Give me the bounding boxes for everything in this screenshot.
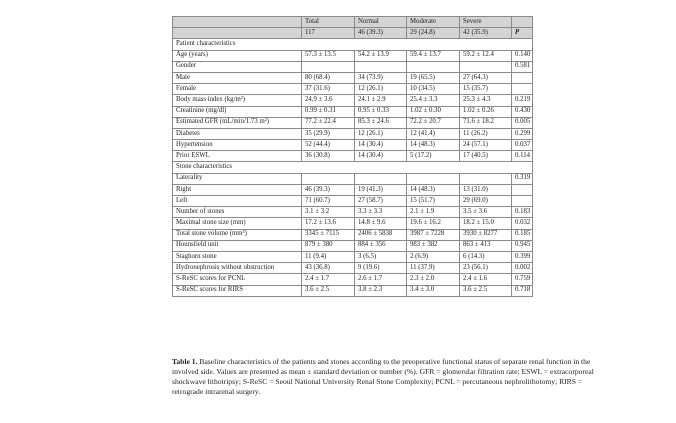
table-cell	[407, 61, 460, 72]
header-cell	[512, 17, 533, 28]
p-value-cell: 0.299	[512, 128, 533, 139]
table-cell	[302, 61, 355, 72]
table-row	[173, 95, 533, 106]
table-cell: 85.3 ± 24.6	[355, 117, 407, 128]
table-row	[173, 184, 533, 195]
table-cell: 25.4 ± 3.3	[407, 95, 460, 106]
p-value-cell: 0.430	[512, 106, 533, 117]
table-cell: 3.5 ± 3.6	[460, 207, 512, 218]
row-label: Prior ESWL	[173, 151, 302, 162]
table-cell: 77.2 ± 22.4	[302, 117, 355, 128]
p-value-cell: 0.140	[512, 50, 533, 61]
row-label: Hounsfield unit	[173, 240, 302, 251]
p-value-header: P	[512, 28, 533, 39]
header-cell: 29 (24.8)	[407, 28, 460, 39]
row-label: S-ReSC scores for PCNL	[173, 274, 302, 285]
table-cell: 2.6 ± 1.7	[355, 274, 407, 285]
header-cell: Total	[302, 17, 355, 28]
p-value-cell: 0.037	[512, 140, 533, 151]
baseline-characteristics-table	[172, 16, 533, 297]
table-cell: 25.3 ± 4.3	[460, 95, 512, 106]
table-cell: 3.3 ± 3.3	[355, 207, 407, 218]
row-label: Gender	[173, 61, 302, 72]
table-cell: 80 (68.4)	[302, 72, 355, 83]
table-cell: 19 (65.5)	[407, 72, 460, 83]
row-label: Female	[173, 84, 302, 95]
table-row	[173, 251, 533, 262]
section-label: Stone characteristics	[173, 162, 533, 173]
table-row	[173, 151, 533, 162]
table-cell: 59.4 ± 13.7	[407, 50, 460, 61]
p-value-cell: 0.032	[512, 218, 533, 229]
table-cell: 59.2 ± 12.4	[460, 50, 512, 61]
row-label: Right	[173, 184, 302, 195]
table-row	[173, 50, 533, 61]
table-cell: 1.02 ± 0.26	[460, 106, 512, 117]
table-cell: 2 (6.9)	[407, 251, 460, 262]
table-cell: 879 ± 380	[302, 240, 355, 251]
table-cell: 3930 ± 8277	[460, 229, 512, 240]
table-cell	[355, 61, 407, 72]
p-value-cell: 0.319	[512, 173, 533, 184]
p-value-cell: 0.219	[512, 95, 533, 106]
table-cell: 0.95 ± 0.33	[355, 106, 407, 117]
header-row-groups	[173, 17, 533, 28]
table-cell: 52 (44.4)	[302, 140, 355, 151]
row-label: Number of stones	[173, 207, 302, 218]
header-cell: 46 (39.3)	[355, 28, 407, 39]
table-cell: 12 (26.1)	[355, 128, 407, 139]
table-cell: 27 (58.7)	[355, 196, 407, 207]
table-cell	[460, 61, 512, 72]
table-body	[173, 17, 533, 297]
p-value-cell	[512, 84, 533, 95]
section-row	[173, 162, 533, 173]
table-cell: 71 (60.7)	[302, 196, 355, 207]
table-cell: 983 ± 382	[407, 240, 460, 251]
table-cell: 3345 ± 7115	[302, 229, 355, 240]
row-label: Left	[173, 196, 302, 207]
header-cell: Severe	[460, 17, 512, 28]
row-label: Body mass index (kg/m²)	[173, 95, 302, 106]
table-cell: 14 (48.3)	[407, 184, 460, 195]
table-cell: 2.1 ± 1.9	[407, 207, 460, 218]
table-cell: 5 (17.2)	[407, 151, 460, 162]
p-value-cell	[512, 184, 533, 195]
p-value-cell: 0.002	[512, 263, 533, 274]
table-row	[173, 218, 533, 229]
subheading-row	[173, 61, 533, 72]
table-cell: 35 (29.9)	[302, 128, 355, 139]
table-cell: 884 ± 356	[355, 240, 407, 251]
table-row	[173, 274, 533, 285]
table-cell: 15 (35.7)	[460, 84, 512, 95]
p-value-cell: 0.185	[512, 229, 533, 240]
table-cell: 3.6 ± 2.5	[302, 285, 355, 296]
table-cell: 24.9 ± 3.6	[302, 95, 355, 106]
row-label: Age (years)	[173, 50, 302, 61]
table-row	[173, 106, 533, 117]
row-label: S-ReSC scores for RIRS	[173, 285, 302, 296]
p-value-cell: 0.399	[512, 251, 533, 262]
p-value-cell	[512, 72, 533, 83]
table-caption	[172, 357, 602, 397]
header-cell: Normal	[355, 17, 407, 28]
row-label: Staghorn stone	[173, 251, 302, 262]
table-cell	[355, 173, 407, 184]
header-row-counts	[173, 28, 533, 39]
table-cell: 0.99 ± 0.31	[302, 106, 355, 117]
row-label: Hypertension	[173, 140, 302, 151]
table-cell: 1.02 ± 0.30	[407, 106, 460, 117]
table-cell: 18.2 ± 15.0	[460, 218, 512, 229]
table-cell: 10 (34.5)	[407, 84, 460, 95]
table-cell: 3 (6.5)	[355, 251, 407, 262]
table-cell: 3.8 ± 2.3	[355, 285, 407, 296]
table-cell: 3.1 ± 3.2	[302, 207, 355, 218]
table-cell: 11 (37.9)	[407, 263, 460, 274]
table-cell: 2.4 ± 1.6	[460, 274, 512, 285]
row-label: Male	[173, 72, 302, 83]
table-cell: 9 (19.6)	[355, 263, 407, 274]
table-cell: 23 (56.1)	[460, 263, 512, 274]
header-cell: 117	[302, 28, 355, 39]
table-cell: 54.2 ± 13.9	[355, 50, 407, 61]
header-cell	[173, 28, 302, 39]
table-cell	[302, 173, 355, 184]
table-cell: 14.8 ± 9.6	[355, 218, 407, 229]
table-row	[173, 196, 533, 207]
p-value-cell: 0.581	[512, 61, 533, 72]
header-cell	[173, 17, 302, 28]
table-cell: 29 (69.0)	[460, 196, 512, 207]
table-row	[173, 140, 533, 151]
table-cell: 2.4 ± 1.7	[302, 274, 355, 285]
table-cell: 46 (39.3)	[302, 184, 355, 195]
table-cell: 14 (30.4)	[355, 140, 407, 151]
table-cell: 24.1 ± 2.9	[355, 95, 407, 106]
table-row	[173, 285, 533, 296]
table-row	[173, 117, 533, 128]
table-cell: 14 (30.4)	[355, 151, 407, 162]
table-cell: 19.6 ± 16.2	[407, 218, 460, 229]
table-cell: 72.2 ± 20.7	[407, 117, 460, 128]
table-cell: 3987 ± 7228	[407, 229, 460, 240]
table-row	[173, 128, 533, 139]
table-cell: 57.3 ± 13.5	[302, 50, 355, 61]
p-value-cell	[512, 196, 533, 207]
section-row	[173, 39, 533, 50]
table-cell: 863 ± 413	[460, 240, 512, 251]
table-cell: 6 (14.3)	[460, 251, 512, 262]
table-cell: 12 (41.4)	[407, 128, 460, 139]
p-value-cell: 0.945	[512, 240, 533, 251]
table-cell: 2406 ± 5838	[355, 229, 407, 240]
row-label: Creatinine (mg/dl)	[173, 106, 302, 117]
caption-label: Table 1.	[172, 357, 198, 366]
table-cell: 43 (36.8)	[302, 263, 355, 274]
table-cell: 27 (64.3)	[460, 72, 512, 83]
table-row	[173, 72, 533, 83]
header-cell: 42 (35.9)	[460, 28, 512, 39]
row-label: Hydronephrosis without obstruction	[173, 263, 302, 274]
section-label: Patient characteristics	[173, 39, 533, 50]
table-cell: 11 (9.4)	[302, 251, 355, 262]
table-cell: 19 (41.3)	[355, 184, 407, 195]
p-value-cell: 0.114	[512, 151, 533, 162]
row-label: Laterality	[173, 173, 302, 184]
row-label: Estimated GFR (mL/min/1.73 m²)	[173, 117, 302, 128]
p-value-cell: 0.183	[512, 207, 533, 218]
table-cell	[460, 173, 512, 184]
table-cell: 2.3 ± 2.0	[407, 274, 460, 285]
table-cell: 15 (51.7)	[407, 196, 460, 207]
p-value-cell: 0.005	[512, 117, 533, 128]
table-cell: 37 (31.6)	[302, 84, 355, 95]
p-value-cell: 0.759	[512, 274, 533, 285]
row-label: Maximal stone size (mm)	[173, 218, 302, 229]
table-cell: 14 (48.3)	[407, 140, 460, 151]
table-cell: 17.2 ± 13.6	[302, 218, 355, 229]
table-cell: 17 (40.5)	[460, 151, 512, 162]
subheading-row	[173, 173, 533, 184]
row-label: Total stone volume (mm³)	[173, 229, 302, 240]
table-cell: 34 (73.9)	[355, 72, 407, 83]
table-row	[173, 240, 533, 251]
table-cell: 11 (26.2)	[460, 128, 512, 139]
table-row	[173, 263, 533, 274]
p-value-cell: 0.718	[512, 285, 533, 296]
table-row	[173, 229, 533, 240]
table-cell: 3.4 ± 3.0	[407, 285, 460, 296]
table-cell: 71.6 ± 18.2	[460, 117, 512, 128]
table-row	[173, 207, 533, 218]
table-cell	[407, 173, 460, 184]
row-label: Diabetes	[173, 128, 302, 139]
table-cell: 36 (30.8)	[302, 151, 355, 162]
table-row	[173, 84, 533, 95]
header-cell: Moderate	[407, 17, 460, 28]
table-cell: 24 (57.1)	[460, 140, 512, 151]
table-cell: 3.6 ± 2.5	[460, 285, 512, 296]
table-cell: 12 (26.1)	[355, 84, 407, 95]
caption-text: Baseline characteristics of the patients and stones according to the preoperative functional status of separate renal function in the involved side. Values are presented as mean ± standard deviation or number (%). GFR = glomerular filtration rate; ESWL = extracorporeal shockwave lithotripsy; S-ReSC = Seoul National University Renal Stone Complexity; PCNL = percutaneous nephrolithotomy; RIRS = retrograde intrarenal surgery.	[172, 357, 594, 396]
table-cell: 13 (31.0)	[460, 184, 512, 195]
